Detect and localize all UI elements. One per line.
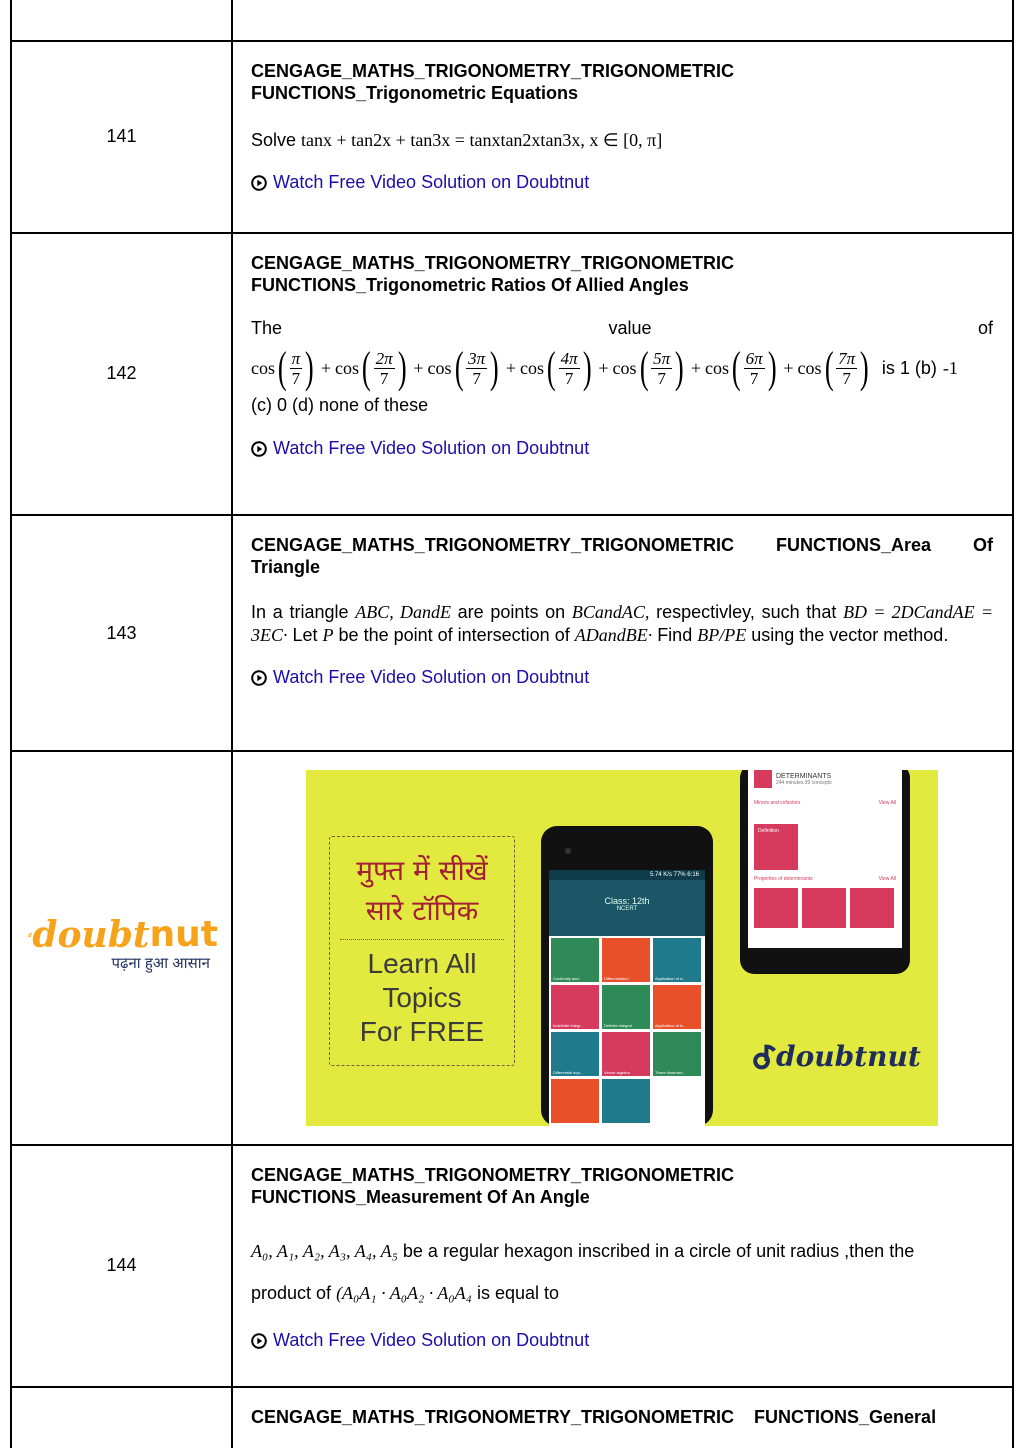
cos-function: cos: [427, 357, 452, 378]
table-border-left: [10, 0, 12, 1448]
topic-tile: [602, 938, 650, 982]
fraction-denominator: 7: [657, 368, 666, 388]
row-divider: [10, 40, 1014, 42]
left-paren: (: [639, 343, 649, 392]
cos-function: cos: [335, 357, 359, 378]
topic-tile: [653, 938, 701, 982]
cos-sum-expression: [251, 343, 993, 393]
question-text: A₀, A₁, A₂, A₃, A₄, A₅ be a regular hexagon inscribed in a circle of unit radius ,then the product of (A₀A₁ · A₀A₂ · A₀A₄ is equal to: [251, 1241, 915, 1303]
question-cell: [251, 534, 993, 688]
column-divider: [231, 0, 233, 1448]
play-circle-icon: [251, 175, 267, 191]
right-paren: ): [397, 343, 407, 392]
left-paren: (: [277, 343, 287, 392]
right-paren: ): [767, 343, 777, 392]
topic-tile: [602, 985, 650, 1029]
topic-tile-label: Indefinite Integr..: [553, 1023, 583, 1028]
math-expression: tanx + tan2x + tan3x = tanxtan2xtan3x, x ∈ [0, π]: [301, 130, 663, 150]
plus-sign: +: [413, 357, 424, 378]
topic-tile: [653, 985, 701, 1029]
fraction: [836, 349, 857, 388]
doubtnut-logo: doubt nut पढ़ना हुआ आसान: [28, 915, 218, 973]
left-paren: (: [546, 343, 556, 392]
right-paren: ): [582, 343, 592, 392]
question-number: 144: [106, 1255, 137, 1275]
row-divider: [10, 1144, 1014, 1146]
topic-tile: [602, 1079, 650, 1123]
fraction-denominator: 7: [749, 368, 759, 388]
phone-mockup: [541, 826, 713, 1126]
topic-tile-label: Definite integral: [604, 1023, 632, 1028]
fraction: [374, 349, 395, 388]
answer-options: is 1 (b): [881, 357, 937, 378]
advertisement-banner[interactable]: [306, 770, 938, 1126]
cos-function: cos: [705, 357, 729, 378]
question-number: 142: [106, 363, 137, 383]
topic-tile: [653, 1032, 701, 1076]
question-text: In a triangle ABC, DandE are points on BCandAC, respectivley, such that BD = 2DCandAE = 3EC· Let P be the point of intersection of ADandBE· Find BP/PE using the vector method.: [251, 602, 994, 645]
logo-tagline: पढ़ना हुआ आसान: [111, 955, 210, 972]
answer-option-value: -1: [942, 357, 958, 378]
play-circle-icon: [251, 1333, 267, 1349]
fraction: [744, 349, 765, 388]
cos-function: cos: [797, 357, 822, 378]
topic-tile: [551, 938, 599, 982]
play-circle-icon: [251, 670, 267, 686]
topic-tile-label: Continuity and..: [553, 976, 581, 981]
topic-title: CENGAGE_MATHS_TRIGONOMETRY_TRIGONOMETRIC FUNCTIONS_Trigonometric Ratios Of Allied Angles: [251, 253, 735, 295]
right-paren: ): [490, 343, 499, 392]
phone-screen: [549, 870, 705, 1126]
video-solution-link[interactable]: Watch Free Video Solution on Doubtnut: [251, 1330, 993, 1351]
fraction-denominator: 7: [564, 368, 574, 388]
plus-sign: +: [320, 357, 331, 378]
topic-tile-label: Differentiation: [604, 976, 629, 981]
topic-tile: [602, 1032, 650, 1076]
left-paren: (: [361, 343, 371, 392]
topic-tile-label: Application of in..: [655, 1023, 686, 1028]
topic-tile-label: Vector algebra: [604, 1070, 630, 1075]
fraction-numerator: 5π: [653, 348, 671, 368]
row-divider: [10, 1386, 1014, 1388]
question-text: Solve tanx + tan2x + tan3x = tanxtan2xtan3x, x ∈ [0, π]: [251, 130, 663, 150]
question-number: 143: [106, 623, 137, 643]
fraction-denominator: 7: [379, 368, 389, 388]
fraction-numerator: 3π: [468, 348, 486, 368]
topic-tile: [551, 985, 599, 1029]
question-text: The value of cos ( $\frac{\pi}{7}$ ) + cos ( $\frac{2\pi}{7}$ ) + cos ( $\frac{3\pi}{7}$ ) + cos ( $\frac{4\pi}{7}$ ) + cos ( $\frac{5\pi}{7}$ ) + cos ( $\frac{6\pi}{7}$ ) + cos ( $\frac{7\pi}{7}$ ) is 1 (b) -1 (c) 0 (d) none of these: [251, 318, 993, 415]
plus-sign: +: [690, 357, 701, 378]
left-paren: (: [454, 343, 464, 392]
fraction: [290, 349, 303, 388]
fraction-numerator: π: [291, 348, 301, 368]
right-paren: ): [305, 343, 314, 392]
topic-tile: [551, 1032, 599, 1076]
cos-function: cos: [520, 357, 544, 378]
phone-header: Class: 12th NCERT: [549, 880, 705, 936]
left-paren: (: [824, 343, 834, 392]
topic-tile-label: Differential equ..: [553, 1070, 583, 1075]
question-cell: [251, 60, 993, 193]
fraction-denominator: 7: [472, 368, 481, 388]
right-paren: ): [860, 343, 869, 392]
plus-sign: +: [598, 357, 609, 378]
fraction: [559, 349, 580, 388]
topic-grid: [549, 936, 705, 1126]
cos-function: cos: [612, 357, 637, 378]
topic-title: CENGAGE_MATHS_TRIGONOMETRY_TRIGONOMETRIC FUNCTIONS_Area Of Triangle: [251, 535, 993, 577]
question-cell: [251, 1406, 993, 1428]
plus-sign: +: [505, 357, 516, 378]
right-paren: ): [675, 343, 684, 392]
ad-text-box: मुफ्त में सीखें सारे टॉपिक Learn All Topics For FREE: [329, 836, 515, 1066]
topic-tile: [653, 1079, 701, 1123]
question-cell: [251, 252, 993, 459]
video-solution-link[interactable]: Watch Free Video Solution on Doubtnut: [251, 438, 993, 459]
question-number: 141: [106, 126, 137, 146]
fraction-denominator: 7: [291, 368, 301, 388]
fraction-denominator: 7: [842, 368, 851, 388]
play-circle-icon: [251, 441, 267, 457]
row-divider: [10, 232, 1014, 234]
row-divider: [10, 750, 1014, 752]
fraction-numerator: 6π: [745, 348, 763, 368]
topic-tile: [551, 1079, 599, 1123]
ad-brand-logo: doubtnut: [752, 1040, 921, 1073]
plus-sign: +: [783, 357, 794, 378]
fraction-numerator: 2π: [375, 348, 393, 368]
topic-tile-label: Three dimensio..: [655, 1070, 685, 1075]
phone-statusbar: 5.74 K/s 77% 6:16: [549, 870, 705, 880]
question-cell: [251, 1164, 993, 1351]
table-border-right: [1012, 0, 1014, 1448]
fraction: [466, 349, 487, 388]
video-solution-link[interactable]: Watch Free Video Solution on Doubtnut: [251, 172, 993, 193]
cos-function: cos: [251, 357, 275, 378]
topic-title: CENGAGE_MATHS_TRIGONOMETRY_TRIGONOMETRIC FUNCTIONS_Measurement Of An Angle: [251, 1165, 735, 1207]
topic-title: CENGAGE_MATHS_TRIGONOMETRY_TRIGONOMETRIC FUNCTIONS_General: [251, 1407, 937, 1427]
music-note-icon: [752, 1043, 776, 1071]
fraction-numerator: 7π: [838, 348, 856, 368]
topic-title: CENGAGE_MATHS_TRIGONOMETRY_TRIGONOMETRIC FUNCTIONS_Trigonometric Equations: [251, 61, 735, 103]
topic-tile-label: Application of d..: [655, 976, 685, 981]
row-divider: [10, 514, 1014, 516]
left-paren: (: [731, 343, 741, 392]
tablet-mockup: DETERMINANTS 244 minutes 39 concepts Minors and cofactors View All Definition Properties of determinants View All: [740, 770, 910, 974]
fraction-numerator: 4π: [560, 348, 578, 368]
fraction: [651, 349, 672, 388]
video-solution-link[interactable]: Watch Free Video Solution on Doubtnut: [251, 667, 993, 688]
